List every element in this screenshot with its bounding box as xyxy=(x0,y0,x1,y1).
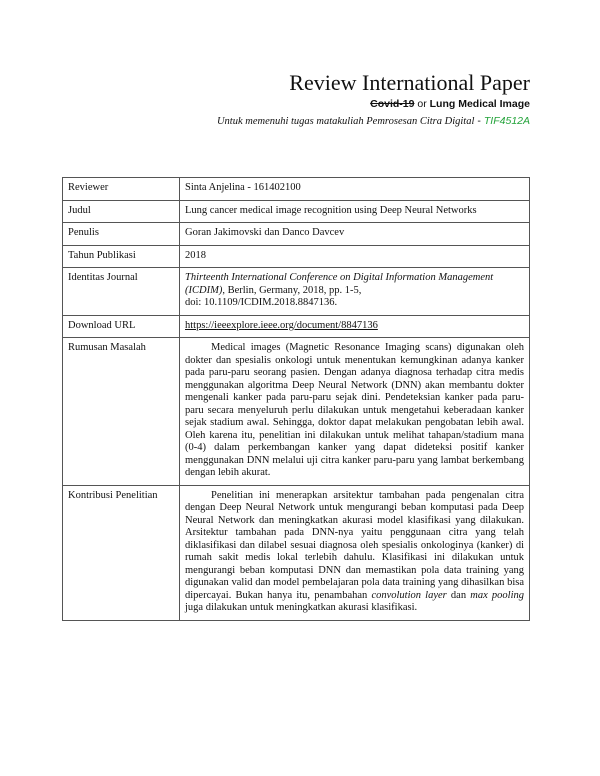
topic-or: or xyxy=(414,98,430,110)
table-row-journal xyxy=(63,268,530,316)
course-dash: - xyxy=(477,115,481,127)
penulis-value: Goran Jakimovski dan Danco Davcev xyxy=(180,223,530,246)
kontribusi-text-mid: dan xyxy=(446,589,471,601)
page-title: Review International Paper xyxy=(289,70,530,95)
judul-value: Lung cancer medical image recognition using Deep Neural Networks xyxy=(180,200,530,223)
course-code: TIF4512A xyxy=(483,115,530,127)
download-url-link[interactable]: https://ieeexplore.ieee.org/document/8847136 xyxy=(185,319,378,331)
course-note-line xyxy=(217,114,530,129)
url-label: Download URL xyxy=(63,315,180,338)
topic-struck: Covid-19 xyxy=(370,98,415,110)
judul-label: Judul xyxy=(63,200,180,223)
kontribusi-text-before: Penelitian ini menerapkan arsitektur tambahan pada pengenalan citra dengan Deep Neural Network untuk mengurangi beban komputasi pada Deep Neural Network dan meningkatkan akurasi model klasifikasi yang dilakukan. Arsitektur tambahan pada DNN-nya yaitu penggunaan citra yang telah diklasifikasi dan dilabel sesuai diagnosa oleh spesialis onkologinya (kanker) di rumah sakit medis lokal terlebih dahulu. Klasifikasi ini dilakukan untuk mengurangi beban komputasi DNN dan memastikan pola data training yang digunakan valid dan model pembelajaran pola data training yang dihasilkan bisa dipercayai. Bukan hanya itu, penambahan xyxy=(185,489,524,601)
table-row-url xyxy=(63,315,530,338)
table-row-rumusan xyxy=(63,338,530,486)
table-row-judul xyxy=(63,200,530,223)
journal-value xyxy=(180,268,530,316)
review-table xyxy=(62,177,530,621)
table-row-penulis xyxy=(63,223,530,246)
kontribusi-text xyxy=(180,485,530,620)
reviewer-value: Sinta Anjelina - 161402100 xyxy=(180,178,530,201)
reviewer-label: Reviewer xyxy=(63,178,180,201)
table-row-kontribusi xyxy=(63,485,530,620)
kontribusi-text-after: juga dilakukan untuk meningkatkan akurasi klasifikasi. xyxy=(185,602,418,613)
term-convolution-layer: convolution layer xyxy=(371,589,447,601)
journal-venue: Thirteenth International Conference on Digital Information Management (ICDIM) xyxy=(185,272,494,296)
topic-line xyxy=(217,97,530,111)
journal-doi: doi: 10.1109/ICDIM.2018.8847136. xyxy=(185,297,338,308)
rumusan-text: Medical images (Magnetic Resonance Imaging scans) digunakan oleh dokter dan spesialis onkologi untuk menentukan kemungkinan adanya kanker pada paru-paru seorang pasien. Dengan adanya diagnosa terhadap citra medis menggunakan algoritma Deep Neural Network (DNN) akan membantu dokter mengenali kanker pada paru-paru sejak dini. Pendeteksian kanker pada paru-paru secara menyeluruh perlu dilakukan untuk mengetahui keberadaan kanker sejak stadium awal. Sehingga, doktor dapat melakukan pengobatan lebih awal. Oleh karena itu, penelitian ini dilakukan untuk melihat tahapan/stadium mana (0-4) dalam perkembangan kanker yang dapat dideteksi positif kanker menggunakan DNN melalui uji citra kanker paru-paru yang lambat berkembang dengan lebih akurat. xyxy=(180,338,530,486)
course-note: Untuk memenuhi tugas matakuliah Pemrosesan Citra Digital xyxy=(216,116,475,127)
topic-main: Lung Medical Image xyxy=(429,98,530,110)
kontribusi-label: Kontribusi Penelitian xyxy=(63,485,180,620)
tahun-value: 2018 xyxy=(180,245,530,268)
term-max-pooling: max pooling xyxy=(470,589,524,601)
tahun-label: Tahun Publikasi xyxy=(63,245,180,268)
table-row-tahun xyxy=(63,245,530,268)
rumusan-label: Rumusan Masalah xyxy=(63,338,180,486)
journal-label: Identitas Journal xyxy=(63,268,180,316)
penulis-label: Penulis xyxy=(63,223,180,246)
url-cell xyxy=(180,315,530,338)
journal-details: , Berlin, Germany, 2018, pp. 1-5, xyxy=(222,284,362,296)
document-header xyxy=(217,70,530,129)
table-row-reviewer xyxy=(63,178,530,201)
